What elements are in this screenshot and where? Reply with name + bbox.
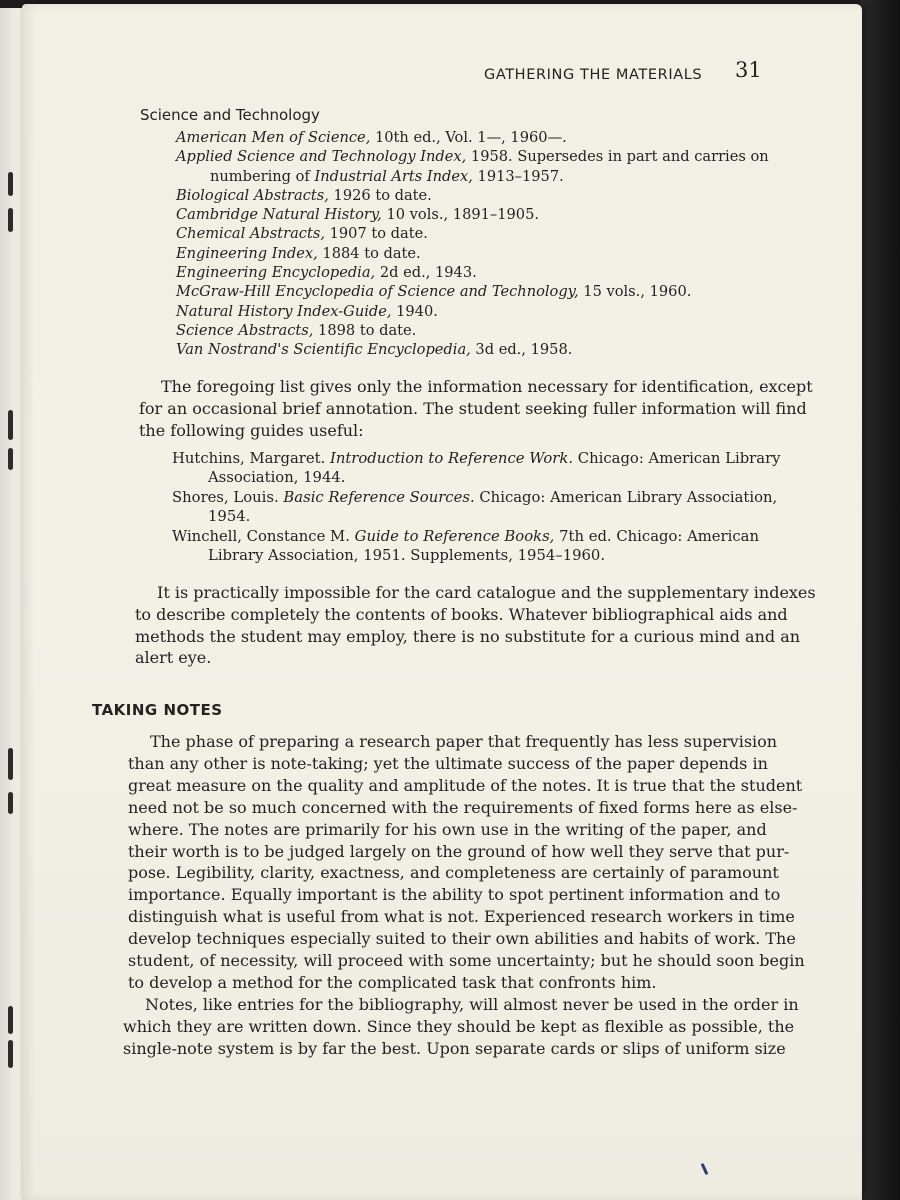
guide-entry-continuation: 1954. (208, 508, 251, 526)
section-heading-science: Science and Technology (140, 106, 320, 124)
reference-entry: Engineering Encyclopedia, 2d ed., 1943. (176, 264, 477, 282)
guide-entry: Hutchins, Margaret. Introduction to Reference Work. Chicago: American Library (172, 450, 781, 467)
binding-staple (8, 1006, 13, 1034)
paragraph-foregoing: The foregoing list gives only the information necessary for identification, except for an occasional brief annotation. The student seeking fuller information will find the following guides useful: (139, 377, 813, 440)
reference-entry: Chemical Abstracts, 1907 to date. (176, 225, 428, 243)
page-number: 31 (735, 58, 762, 82)
running-head: GATHERING THE MATERIALS (484, 67, 703, 83)
reference-entry-continuation: numbering of Industrial Arts Index, 1913–1957. (210, 167, 564, 185)
binding-staple (8, 792, 13, 814)
binding-staple (8, 448, 13, 470)
binding-staple (8, 208, 13, 232)
paragraph-impossible: It is practically impossible for the card catalogue and the supplementary indexes to describe completely the contents of books. Whatever bibliographical aids and methods the student may employ, there is no substitute for a curious mind and an alert eye. (135, 583, 816, 668)
guide-entry-continuation: Library Association, 1951. Supplements, 1954–1960. (208, 547, 606, 565)
guides-list (172, 449, 781, 565)
section-heading-taking-notes: TAKING NOTES (92, 701, 223, 719)
guide-entry-continuation: Association, 1944. (208, 469, 346, 487)
science-reference-list (176, 128, 776, 360)
reference-entry: Cambridge Natural History, 10 vols., 1891–1905. (176, 206, 539, 224)
binding-staple (8, 1040, 13, 1068)
guide-entry: Winchell, Constance M. Guide to Reference Books, 7th ed. Chicago: American (172, 527, 760, 545)
reference-entry: Natural History Index-Guide, 1940. (176, 302, 438, 320)
binding-staple (8, 172, 13, 196)
reference-entry: McGraw-Hill Encyclopedia of Science and Technology, 15 vols., 1960. (176, 283, 692, 301)
reference-entry: Science Abstracts, 1898 to date. (176, 321, 417, 339)
reference-entry: Van Nostrand's Scientific Encyclopedia, 3d ed., 1958. (176, 341, 573, 359)
paragraph-taking-notes-2: Notes, like entries for the bibliography, will almost never be used in the order in which they are written down. Since they should be kept as flexible as possible, the single-note system is by far the best. Upon separate cards or slips of uniform size (123, 995, 799, 1058)
reference-entry: Biological Abstracts, 1926 to date. (176, 186, 432, 204)
guide-entry: Shores, Louis. Basic Reference Sources. Chicago: American Library Association, (172, 488, 778, 506)
reference-entry: Engineering Index, 1884 to date. (176, 244, 421, 262)
paragraph-taking-notes-1: The phase of preparing a research paper that frequently has less supervision than any other is note-taking; yet the ultimate success of the paper depends in great measure on the quality and amplitude of the notes. It is true that the student need not be so much concerned with the requirements of fixed forms here as else- where. The notes are primarily for his own use in the writing of the paper, and their worth is to be judged largely on the ground of how well they serve that pur- pose. Legibility, clarity, exactness, and completeness are certainly of paramount importance. Equally important is the ability to spot pertinent information and to distinguish what is useful from what is not. Experienced research workers in time develop techniques especially suited to their own abilities and habits of work. The student, of necessity, will proceed with some uncertainty; but he should soon begin to develop a method for the complicated task that confronts him. (128, 732, 805, 992)
reference-entry: Applied Science and Technology Index, 1958. Supersedes in part and carries on (176, 148, 769, 166)
binding-staple (8, 410, 13, 440)
reference-entry: American Men of Science, 10th ed., Vol. 1—, 1960—. (176, 129, 567, 146)
binding-staple (8, 748, 13, 780)
background-right (860, 0, 900, 1200)
